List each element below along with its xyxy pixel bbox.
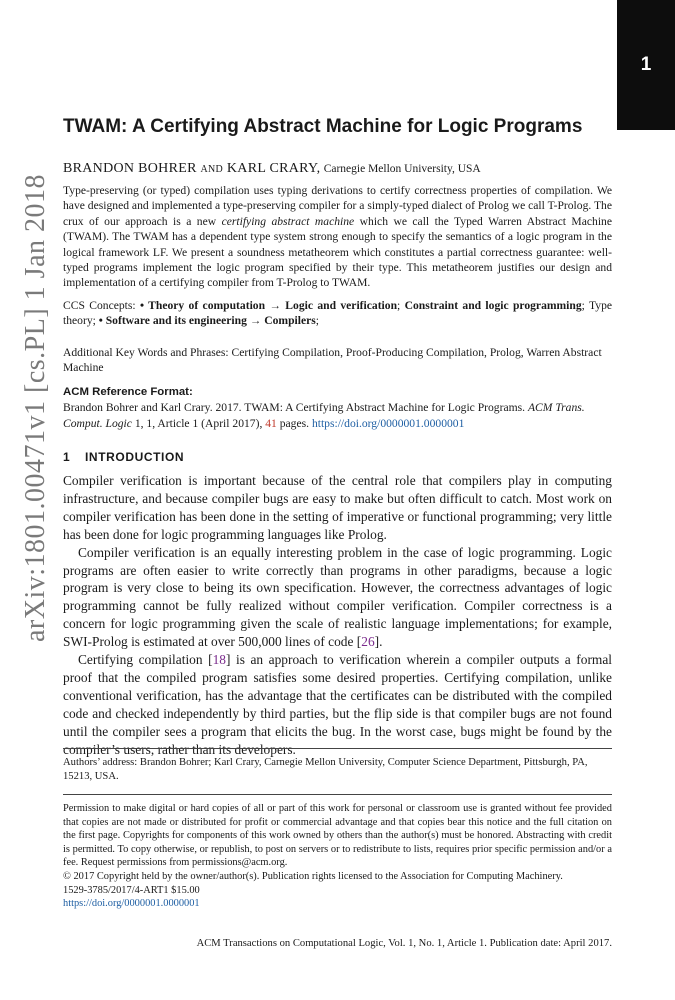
acm-reference-text [63, 400, 612, 431]
abstract [63, 183, 612, 291]
copyright-line: © 2017 Copyright held by the owner/author(s). Publication rights licensed to the Association for Computing Machinery. [63, 870, 563, 882]
issn-line: 1529-3785/2017/4-ART1 $15.00 [63, 884, 200, 896]
page-number-tab [617, 0, 675, 130]
acm-reference-heading: ACM Reference Format: [63, 386, 193, 398]
ccs-label: CCS Concepts: [63, 299, 140, 312]
body-p3-start: Certifying compilation [ [78, 652, 213, 668]
section-title: INTRODUCTION [85, 450, 185, 464]
footnote-divider [63, 748, 612, 749]
body-p3-text: ] is an approach to verification wherein a compiler outputs a formal proof that the compiled program satisfies some desired properties. Certifying compilation, unlike conventional verification, has the advantage that the certificates can be distributed with the compiled code and checked independently by third parties, but the flip side is that compiler bugs are not found until the compiler sees a program that elicits the bug. In the worst case, bugs might be found by the compiler’s users, rather than its developers. [63, 652, 612, 757]
doi-link[interactable]: https://doi.org/0000001.0000001 [63, 898, 200, 910]
acm-ref-part-1: Brandon Bohrer and Karl Crary. 2017. TWAM: A Certifying Abstract Machine for Logic Programs. [63, 401, 528, 415]
citation-link[interactable]: 26 [361, 634, 375, 650]
author-affiliation: Carnegie Mellon University, USA [323, 163, 481, 175]
acm-ref-part-2: 1, 1, Article 1 (April 2017), [131, 416, 266, 430]
body-p2-end: ]. [374, 634, 383, 650]
acm-ref-pages-link[interactable]: 41 [265, 416, 277, 430]
acm-ref-journal: ACM Trans. Comput. Logic [63, 401, 585, 430]
permission-text: Permission to make digital or hard copies of all or part of this work for personal or classroom use is granted without fee provided that copies are not made or distributed for profit or commercial advantage and that copies bear this notice and the full citation on the first page. Copyrights for components of this work owned by others than the author(s) must be honored. Abstracting with credit is permitted. To copy otherwise, or republish, to post on servers or to redistribute to lists, requires prior specific permission and/or a fee. Request permissions from permissions@acm.org. [63, 803, 612, 869]
ccs-concepts [63, 298, 612, 329]
abstract-text-1: Type-preserving (or typed) compilation uses typing derivations to certify correctness properties of compilation. We have designed and implemented a type-preserving compiler for a simply-typed dialect of Prolog we call T-Prolog. The crux of our approach is a new [63, 184, 612, 228]
section-heading [63, 450, 612, 464]
body-text [63, 472, 612, 759]
permission-divider [63, 794, 612, 795]
body-paragraph-3 [63, 651, 612, 758]
abstract-italic: certifying abstract machine [221, 214, 355, 228]
citation-link[interactable]: 18 [212, 652, 226, 668]
acm-ref-part-3: pages. [276, 416, 312, 430]
page-number: 1 [640, 54, 652, 75]
ccs-concept-2: Constraint and logic programming [404, 299, 582, 312]
body-paragraph-1: Compiler verification is important because of the central role that compilers play in computing infrastructure, and because compiler bugs are easy to make but often difficult to catch. Most work on compiler verification has been done in the setting of imperative or functional programming; very little has been done for logic programming languages like Prolog. [63, 473, 612, 542]
permission-block [63, 802, 612, 911]
authors-address-footnote: Authors’ address: Brandon Bohrer; Karl Crary, Carnegie Mellon University, Computer Science Department, Pittsburgh, PA, 15213, USA. [63, 757, 588, 782]
body-p2-text: Compiler verification is an equally interesting problem in the case of logic programming. Logic programs are often easier to write correctly than programs in other paradigms, because a logic program is very close to being its own specification. However, the correctness advantages of logic programming cannot be fully realized without compiler verification. Compiler correctness is a concern for logic programming given the scale of realistic language implementations; for example, SWI-Prolog is estimated at over 500,000 lines of code [ [63, 544, 612, 650]
arxiv-stamp: arXiv:1801.00471v1 [cs.PL] 1 Jan 2018 [20, 173, 51, 642]
acm-ref-doi-link[interactable]: https://doi.org/0000001.0000001 [311, 416, 465, 430]
ccs-concept-4: • Software and its engineering → Compilers [98, 314, 316, 328]
ccs-end: ; [315, 314, 320, 328]
ccs-concept-3: ; Type theory; [63, 299, 613, 328]
page-footer: ACM Transactions on Computational Logic, Vol. 1, No. 1, Article 1. Publication date: April 2017. [196, 938, 612, 949]
ccs-concept-1: • Theory of computation → Logic and verification [139, 299, 398, 312]
abstract-text-2: which we call the Typed Warren Abstract Machine (TWAM). The TWAM has a dependent type system strong enough to specify the semantics of a logic program in the logical framework LF. We present a soundness metatheorem which constitutes a partial correctness guarantee: well-typed programs implement the logic program specified by their type. This metatheorem justifies our design and implementation of a certifying compiler from T-Prolog to TWAM. [63, 214, 612, 290]
ccs-sep: ; [397, 299, 405, 312]
section-number: 1 [63, 450, 71, 464]
body-paragraph-2 [63, 544, 612, 651]
author-names: BRANDON BOHRER and KARL CRARY, [63, 161, 321, 176]
keywords: Additional Key Words and Phrases: Certifying Compilation, Proof-Producing Compilation, Prolog, Warren Abstract Machine [63, 346, 602, 375]
acm-reference [63, 385, 612, 431]
author-line [63, 160, 612, 177]
paper-title: TWAM: A Certifying Abstract Machine for Logic Programs [63, 116, 583, 137]
